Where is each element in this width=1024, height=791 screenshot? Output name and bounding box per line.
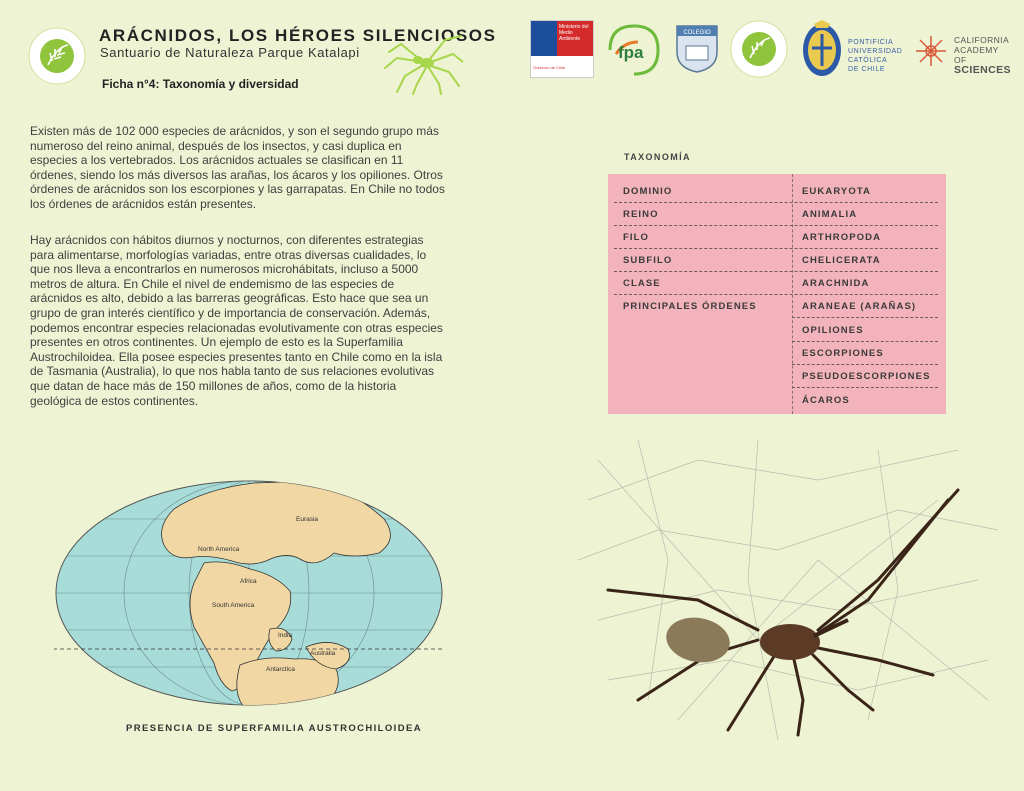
puc-name: PONTIFICIA UNIVERSIDAD CATÓLICA DE CHILE: [848, 39, 903, 73]
intro-paragraph: Existen más de 102 000 especies de arácnidos, y son el segundo grupo más numeroso del reino animal, después de los insectos, y casi duplica en especies a los vertebrados. Los arácnidos actuales se clasifican en 11 órdenes, siendo los más diversos las arañas, los ácaros y los opiliones. Otros órdenes de arácnidos son los escorpiones y las garrapatas. En Chile no todos los órdenes de arácnidos están presentes.: [30, 124, 445, 211]
map-label-antarctica: Antarctica: [266, 666, 295, 673]
page-subtitle: Santuario de Naturaleza Parque Katalapi: [100, 45, 360, 60]
fpa-logo: [604, 20, 662, 76]
cas-name: CALIFORNIA ACADEMY OF SCIENCES: [954, 35, 1011, 76]
tax-label-dominio: DOMINIO: [623, 186, 673, 197]
page-title: ARÁCNIDOS, LOS HÉROES SILENCIOSOS: [99, 26, 497, 45]
svg-text:COLEGIO: COLEGIO: [683, 30, 711, 36]
tax-label-reino: REINO: [623, 209, 659, 220]
spider-icon: [383, 32, 463, 96]
gondwana-map: [54, 479, 444, 707]
tax-value-reino: ANIMALIA: [802, 209, 858, 220]
tax-value-filo: ARTHROPODA: [802, 232, 882, 243]
map-label-south-america: South America: [212, 602, 255, 609]
tax-label-clase: CLASE: [623, 278, 661, 289]
map-label-australia: Australia: [310, 650, 336, 657]
sheet-title: Ficha n°4: Taxonomía y diversidad: [102, 77, 299, 91]
tax-label-filo: FILO: [623, 232, 650, 243]
tax-value-subfilo: CHELICERATA: [802, 255, 881, 266]
minam-logo: Ministerio del Medio Ambiente Gobierno de Chile: [530, 20, 594, 78]
map-label-north-america: North America: [198, 546, 240, 553]
svg-text:fpa: fpa: [618, 43, 644, 62]
taxonomy-table: [608, 174, 946, 414]
tax-value-clase: ARACHNIDA: [802, 278, 870, 289]
katalapi-logo-small: [730, 20, 788, 78]
habitat-paragraph: Hay arácnidos con hábitos diurnos y nocturnos, con diferentes estrategias para alimentarse, morfologías variadas, entre otras diversas cualidades, lo que nos lleva a encontrarlos en numerosos microhábitats, incluso a 5000 metros de altura. En Chile el nivel de endemismo de las especies de arácnidos es alto, debido a las barreras geográficas. Esto hace que sea un grupo de gran interés científico y de importancia de conservación. Además, podemos encontrar especies relacionadas evolutivamente con otras especies presentes en otros continentes. Un ejemplo de esto es la Superfamilia Austrochiloidea. Ella posee especies presentes tanto en Chile como en la isla de Tasmania (Australia), lo que nos habla tanto de sus relaciones evolutivas que datan de hace más de 150 millones de años, como de la historia geológica de estos continentes.: [30, 233, 443, 408]
taxonomy-heading: TAXONOMÍA: [624, 152, 691, 162]
katalapi-logo: [28, 27, 86, 85]
tax-label-subfilo: SUBFILO: [623, 255, 673, 266]
cas-logo: [914, 34, 948, 68]
tax-label-ordenes: PRINCIPALES ÓRDENES: [623, 301, 757, 312]
tax-value-opiliones: OPILIONES: [802, 325, 864, 336]
colegio-crest: [674, 22, 720, 74]
tax-value-pseudoescorpiones: PSEUDOESCORPIONES: [802, 371, 931, 382]
tax-value-araneae: ARANEAE (ARAÑAS): [802, 301, 917, 312]
partner-logos: [530, 18, 1010, 80]
map-label-india: India: [278, 632, 293, 639]
map-label-eurasia: Eurasia: [296, 516, 319, 523]
tax-value-acaros: ÁCAROS: [802, 395, 850, 406]
tax-value-escorpiones: ESCORPIONES: [802, 348, 884, 359]
spider-photo: [578, 440, 998, 740]
map-label-africa: Africa: [240, 578, 257, 585]
tax-value-dominio: EUKARYOTA: [802, 186, 872, 197]
map-caption: PRESENCIA DE SUPERFAMILIA AUSTROCHILOIDEA: [126, 723, 422, 734]
puc-crest: [800, 18, 844, 78]
